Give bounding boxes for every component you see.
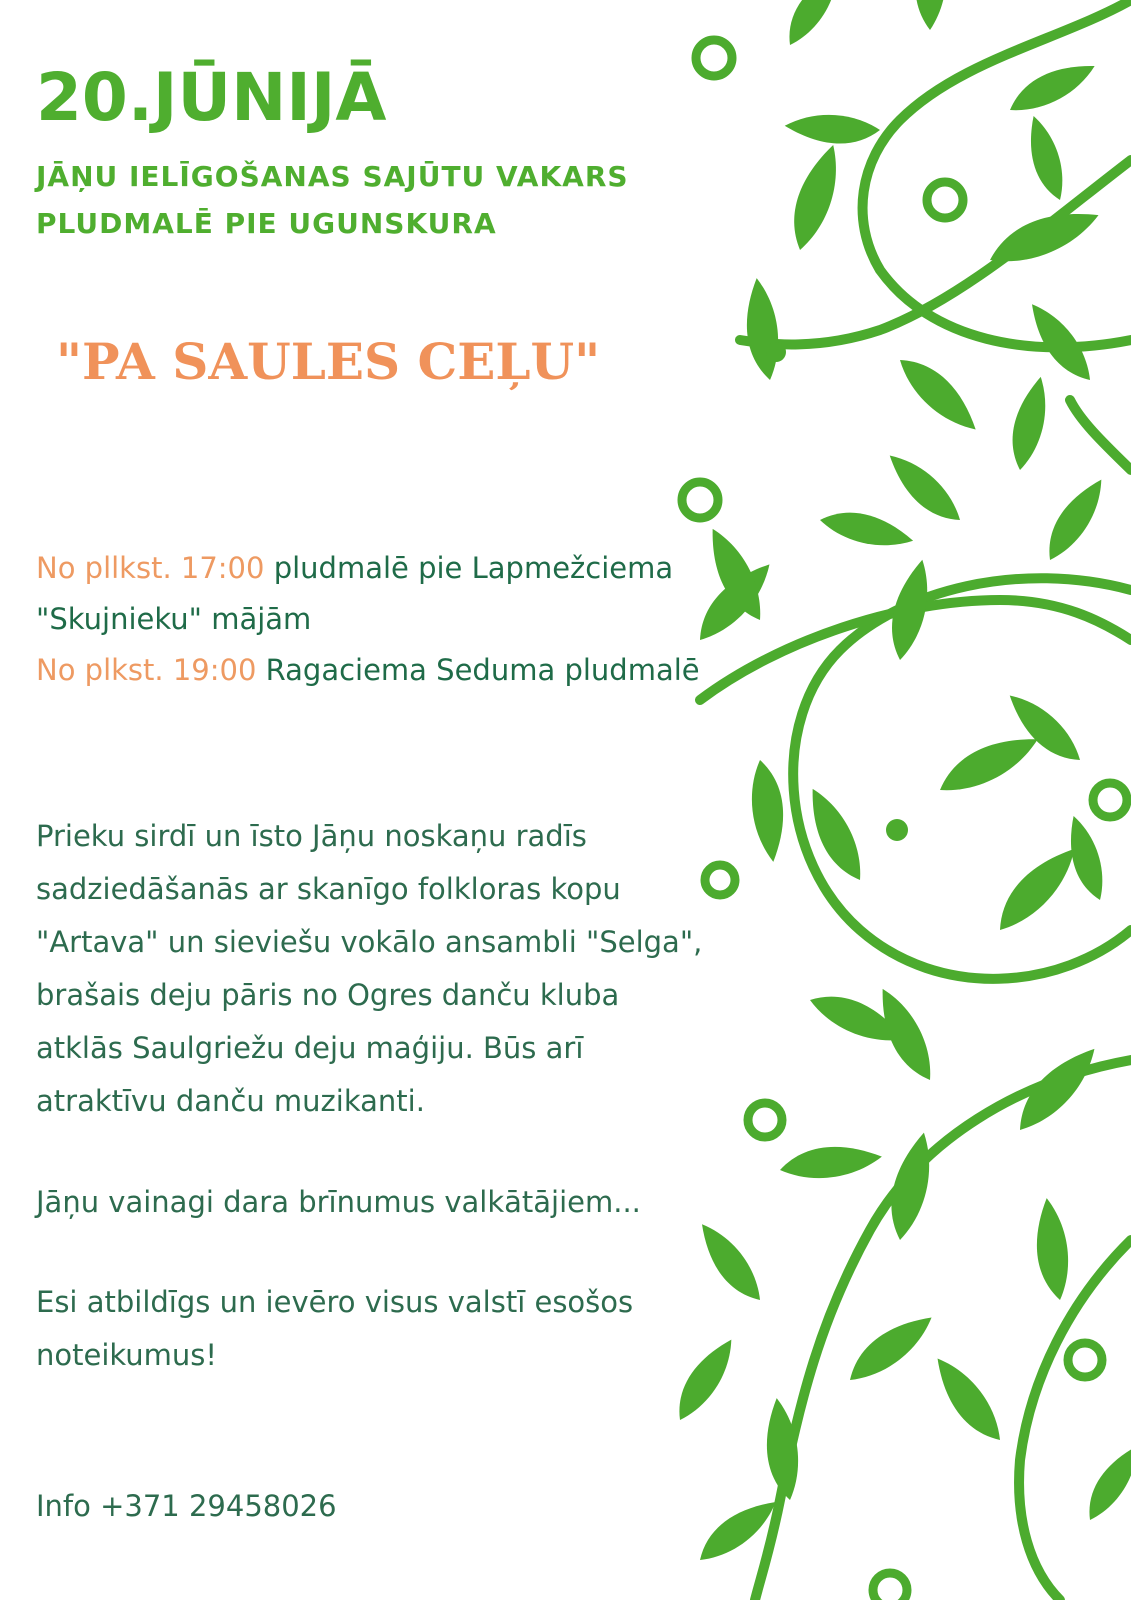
description-line: Prieku sirdī un īsto Jāņu noskaņu radīs (36, 819, 587, 853)
description-line: atklās Saulgriežu deju maģiju. Būs arī (36, 1031, 584, 1065)
schedule-row (36, 594, 311, 644)
rules-line: Esi atbildīgs un ievēro visus valstī esošos (36, 1285, 634, 1319)
schedule-place: Ragaciema Seduma pludmalē (265, 653, 700, 687)
description-line: atraktīvu danču muzikanti. (36, 1084, 425, 1118)
description-line: brašais deju pāris no Ogres danču kluba (36, 978, 620, 1012)
schedule-time: No pllkst. 17:00 (36, 551, 265, 585)
rules-line: noteikumus! (36, 1338, 218, 1372)
event-title: "PA SAULES CEĻU" (56, 332, 601, 391)
info-contact: Info +371 29458026 (36, 1489, 337, 1523)
schedule-time: No plkst. 19:00 (36, 653, 257, 687)
description-line: sadziedāšanās ar skanīgo folkloras kopu (36, 872, 621, 906)
wreath-note: Jāņu vainagi dara brīnumus valkātājiem... (36, 1185, 641, 1219)
schedule-place: "Skujnieku" mājām (36, 602, 312, 636)
description-line: "Artava" un sieviešu vokālo ansambli "Selga", (36, 925, 703, 959)
event-subtitle-line-2: PLUDMALĒ PIE UGUNSKURA (36, 207, 497, 240)
event-subtitle-line-1: JĀŅU IELĪGOŠANAS SAJŪTU VAKARS (36, 160, 629, 193)
event-date: 20.JŪNIJĀ (36, 59, 387, 136)
schedule-row (36, 543, 673, 593)
schedule-row (36, 645, 700, 695)
schedule-place: pludmalē pie Lapmežciema (273, 551, 674, 585)
